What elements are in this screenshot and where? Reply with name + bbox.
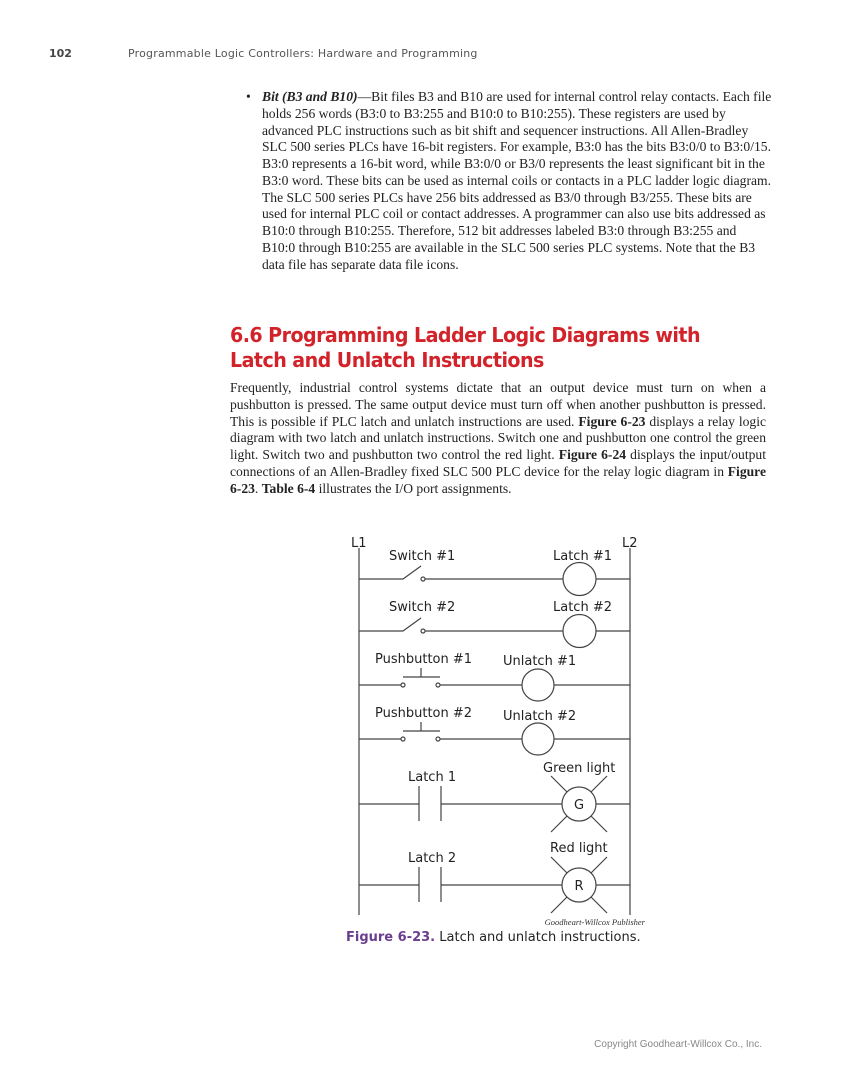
label-unlatch-2: Unlatch #2 xyxy=(503,709,577,724)
figure-credit: Goodheart-Willcox Publisher xyxy=(544,917,645,927)
label-pushbutton-2: Pushbutton #2 xyxy=(375,706,473,721)
label-latch-contact-1: Latch 1 xyxy=(408,770,457,785)
figure-caption xyxy=(346,930,641,945)
text: displays the input/output connections of an Allen-Bradley fixed SLC 500 PLC device for the relay logic diagram in xyxy=(230,447,766,479)
rung-pushbutton-2 xyxy=(359,706,630,755)
text: Frequently, industrial control systems dictate that an output device must turn on when a pushbutton is pressed. The same output device must turn off when another pushbutton is pressed. This is possible if PLC latch and unlatch instructions are used. xyxy=(230,380,766,429)
rung-switch-1 xyxy=(359,549,630,596)
lamp-red-letter: R xyxy=(574,879,584,894)
bullet-text: —Bit files B3 and B10 are used for internal control relay contacts. Each file holds 256 words (B3:0 to B3:255 and B10:0 to B10:255). These registers are used by advanced PLC instructions such as bit shift and sequencer instructions. All Allen-Bradley SLC 500 series PLCs have 16-bit registers. For example, B3:0 has the bits B3:0/0 to B3:0/15. B3:0 represents a 16-bit word, while B3:0/0 or B3/0 represents the least significant bit in the B3:0 word. These bits can be used as internal coils or contacts in a PLC ladder logic diagram. The SLC 500 series PLCs have 256 bits addressed as B3/0 through B3/255. These bits are used for internal PLC coil or contact addresses. A programmer can also use bits addressed as B10:0 through B10:255. Therefore, 512 bit addresses labeled B3:0 through B3:255 and B10:0 through B10:255 are available in the SLC 500 series PLC systems. Note that the B3 data file has separate data file icons. xyxy=(262,89,772,272)
text: displays a relay logic diagram with two latch and unlatch instructions. Switch one and pushbutton one control the green light. Switch two and pushbutton two control the red light. xyxy=(230,413,767,462)
rail-l2-label: L2 xyxy=(622,536,638,551)
figure-ref: Figure 6-23 xyxy=(578,413,646,429)
label-switch-1: Switch #1 xyxy=(389,549,456,564)
label-red-light: Red light xyxy=(550,841,608,856)
figure-number: Figure 6-23. xyxy=(346,930,436,945)
figure-ref: Figure 6-24 xyxy=(558,447,627,462)
copyright-footer: Copyright Goodheart-Willcox Co., Inc. xyxy=(594,1039,762,1050)
caption-text: Latch and unlatch instructions. xyxy=(435,930,641,945)
rung-green-light xyxy=(359,761,630,832)
label-green-light: Green light xyxy=(543,761,616,776)
label-unlatch-1: Unlatch #1 xyxy=(503,654,577,669)
rung-pushbutton-1 xyxy=(359,652,630,701)
text: . xyxy=(254,480,262,496)
rung-switch-2 xyxy=(359,600,630,648)
coil-latch-2 xyxy=(563,615,596,648)
section-heading: 6.6 Programming Ladder Logic Diagrams with Latch and Unlatch Instructions xyxy=(230,323,700,372)
coil-latch-1 xyxy=(563,563,596,596)
text: illustrates the I/O port assignments. xyxy=(315,480,512,496)
page-number: 102 xyxy=(49,47,72,60)
bullet-icon: • xyxy=(246,89,251,104)
label-latch-contact-2: Latch 2 xyxy=(408,851,457,866)
bullet-term: Bit (B3 and B10) xyxy=(262,89,358,104)
table-ref: Table 6-4 xyxy=(261,480,316,496)
rung-red-light xyxy=(359,841,630,913)
label-switch-2: Switch #2 xyxy=(389,600,456,615)
coil-unlatch-1 xyxy=(522,669,554,701)
lamp-green-letter: G xyxy=(573,798,585,813)
figure-ref: Figure 6-23 xyxy=(230,463,766,496)
coil-unlatch-2 xyxy=(522,723,554,755)
label-latch-1: Latch #1 xyxy=(553,549,612,564)
running-title: Programmable Logic Controllers: Hardware and Programming xyxy=(128,47,478,60)
label-pushbutton-1: Pushbutton #1 xyxy=(375,652,473,667)
label-latch-2: Latch #2 xyxy=(553,600,612,615)
rail-l1-label: L1 xyxy=(351,536,367,551)
